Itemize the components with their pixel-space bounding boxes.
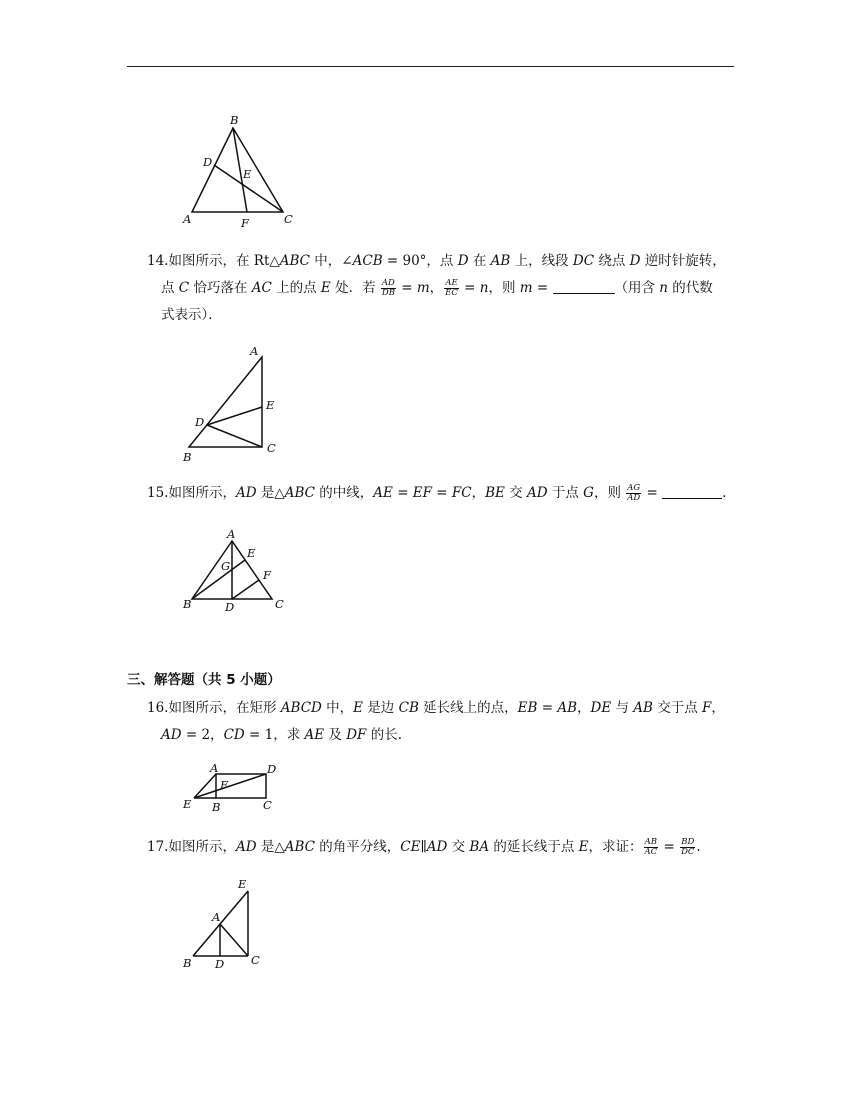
segment-df: [232, 580, 259, 599]
label-f: F: [241, 216, 249, 230]
question-number: 14.: [147, 253, 169, 269]
q14-figure: [180, 343, 290, 465]
label-c: C: [275, 597, 284, 611]
question-number: 16.: [147, 700, 169, 716]
fraction-ad-db: $\frac{AD}{DB}$: [381, 278, 395, 298]
label-a: A: [212, 910, 221, 924]
label-a: A: [210, 761, 219, 775]
segment-de: [207, 407, 262, 425]
answer-blank[interactable]: [553, 279, 615, 294]
label-e: E: [238, 877, 247, 891]
fraction-ae-ec: $\frac{AE}{EC}$: [445, 278, 458, 298]
segment-be: [192, 560, 245, 599]
label-e: E: [247, 546, 256, 560]
question-15-text: 15.如图所示，AD 是△ABC 的中线，AE = EF = FC，BE 交 AD 于点 G，则 $\frac{AG}{AD}$ = .: [147, 483, 727, 503]
label-f: F: [220, 778, 228, 792]
q16-figure: [180, 760, 290, 815]
label-b: B: [183, 597, 192, 611]
question-14-text: 14.如图所示，在 Rt△ABC 中，∠ACB = 90°，点 D 在 AB 上，线段 DC 绕点 D 逆时针旋转， 点 C 恰巧落在 AC 上的点 E 处．若 $\frac{AD}{DB}$ = m， $\frac{AE}{EC}$ = n，则 m = （用含 n 的代数 式表示）．: [147, 253, 726, 323]
label-g: G: [221, 559, 231, 573]
q15-figure: [180, 527, 290, 615]
question-16-text: 16.如图所示，在矩形 ABCD 中，E 是边 CB 延长线上的点，EB = AB，DE 与 AB 交于点 F， AD = 2，CD = 1，求 AE 及 DF 的长.: [147, 700, 725, 743]
label-d: D: [195, 415, 205, 429]
q13-figure: [180, 112, 300, 232]
label-a: A: [227, 527, 236, 541]
label-e: E: [243, 167, 252, 181]
section-heading: 三、解答题（共 5 小题）: [127, 672, 281, 688]
segment-ac: [220, 924, 248, 956]
question-number: 17.: [147, 839, 169, 855]
fraction-bd-dc: $\frac{BD}{DC}$: [681, 837, 695, 857]
segment-dc: [207, 425, 262, 447]
answer-blank[interactable]: [662, 484, 722, 499]
label-c: C: [251, 953, 260, 967]
label-b: B: [183, 956, 192, 970]
label-c: C: [263, 798, 272, 812]
label-b: B: [230, 113, 239, 127]
triangle-abc: [192, 128, 283, 212]
triangle-abc: [189, 357, 262, 447]
label-e: E: [266, 398, 275, 412]
q17-figure: [180, 876, 280, 976]
label-f: F: [263, 568, 271, 582]
label-c: C: [267, 441, 276, 455]
label-d: D: [267, 762, 277, 776]
label-d: D: [215, 957, 225, 971]
label-e: E: [183, 797, 192, 811]
fraction-ag-ad: $\frac{AG}{AD}$: [627, 483, 641, 503]
question-17-text: 17.如图所示，AD 是△ABC 的角平分线，CE∥AD 交 BA 的延长线于点 E，求证： $\frac{AB}{AC}$ = $\frac{BD}{DC}$ .: [147, 837, 701, 857]
label-d: D: [225, 600, 235, 614]
question-number: 15.: [147, 485, 169, 501]
label-c: C: [284, 212, 293, 226]
label-d: D: [203, 155, 213, 169]
label-a: A: [250, 344, 259, 358]
label-a: A: [183, 212, 192, 226]
label-b: B: [212, 800, 221, 814]
label-b: B: [183, 450, 192, 464]
header-rule: [127, 66, 734, 67]
fraction-ab-ac: $\frac{AB}{AC}$: [644, 837, 658, 857]
